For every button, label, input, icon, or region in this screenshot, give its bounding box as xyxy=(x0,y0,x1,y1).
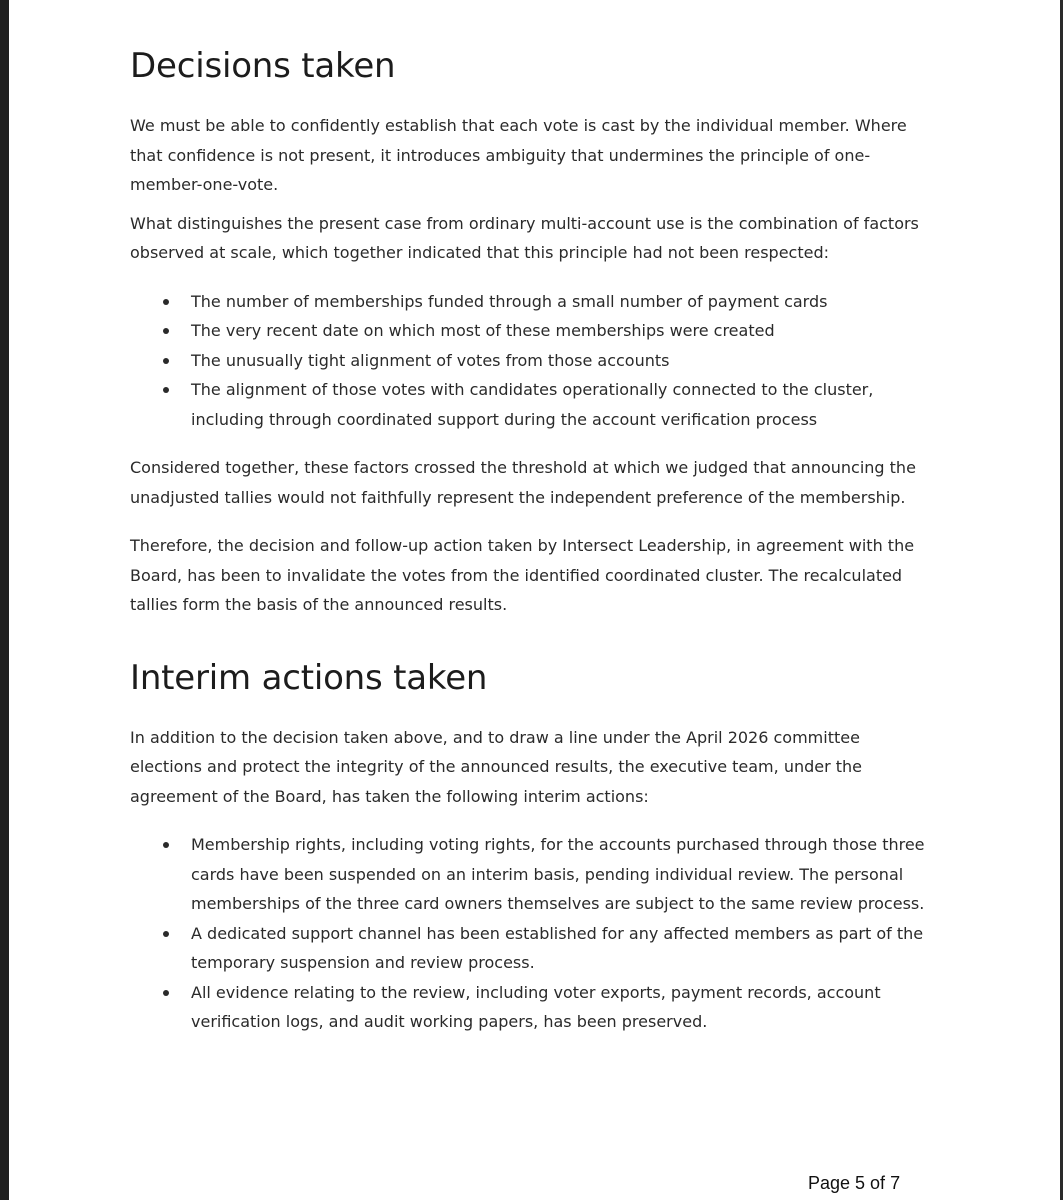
paragraph: In addition to the decision taken above, and to draw a line under the April 2026 committee elections and protect the integrity of the announced results, the executive team, under the agreement of the Board, has taken the following interim actions: xyxy=(130,727,863,806)
bullet-icon xyxy=(163,931,169,937)
bullet-list-actions xyxy=(130,830,930,1037)
list-item-text: The very recent date on which most of these memberships were created xyxy=(191,321,775,340)
document-page xyxy=(130,44,930,1037)
paragraph: Considered together, these factors crossed the threshold at which we judged that announcing the unadjusted tallies would not faithfully represent the independent preference of the membership. xyxy=(130,458,916,507)
bullet-icon xyxy=(163,842,169,848)
paragraph: Therefore, the decision and follow-up action taken by Intersect Leadership, in agreement with the Board, has been to invalidate the votes from the identified coordinated cluster. The recalculated tallies form the basis of the announced results. xyxy=(130,536,915,614)
list-item-text: The number of memberships funded through a small number of payment cards xyxy=(191,291,828,311)
page-number: Page 5 of 7 xyxy=(808,1173,901,1193)
bullet-icon xyxy=(163,358,169,364)
bullet-icon xyxy=(163,328,169,334)
viewer-frame-left xyxy=(0,0,9,1200)
bullet-icon xyxy=(163,990,169,996)
bullet-list-factors xyxy=(130,287,930,435)
list-item xyxy=(130,919,930,978)
bullet-icon xyxy=(163,299,169,305)
list-item-text: The alignment of those votes with candidates operationally connected to the cluster, including through coordinated support during the account verification process xyxy=(191,380,874,429)
section-heading-decisions: Decisions taken xyxy=(130,46,396,86)
list-item xyxy=(130,316,930,346)
list-item-text: All evidence relating to the review, including voter exports, payment records, account verification logs, and audit working papers, has been preserved. xyxy=(191,982,881,1031)
paragraph: We must be able to confidently establish that each vote is cast by the individual member. Where that confidence is not present, it introduces ambiguity that undermines the principle of one-member-one-vote. xyxy=(130,116,907,194)
list-item xyxy=(130,346,930,376)
section-heading-interim-actions: Interim actions taken xyxy=(130,657,488,698)
list-item-text: A dedicated support channel has been established for any affected members as part of the temporary suspension and review process. xyxy=(191,923,924,972)
list-item xyxy=(130,830,930,919)
bullet-icon xyxy=(163,387,169,393)
list-item xyxy=(130,375,930,434)
list-item-text: The unusually tight alignment of votes from those accounts xyxy=(191,350,670,370)
list-item xyxy=(130,978,930,1037)
list-item xyxy=(130,287,930,317)
list-item-text: Membership rights, including voting rights, for the accounts purchased through those three cards have been suspended on an interim basis, pending individual review. The personal memberships of the three card owners themselves are subject to the same review process. xyxy=(191,835,925,913)
paragraph: What distinguishes the present case from ordinary multi-account use is the combination of factors observed at scale, which together indicated that this principle had not been respected: xyxy=(130,213,919,262)
